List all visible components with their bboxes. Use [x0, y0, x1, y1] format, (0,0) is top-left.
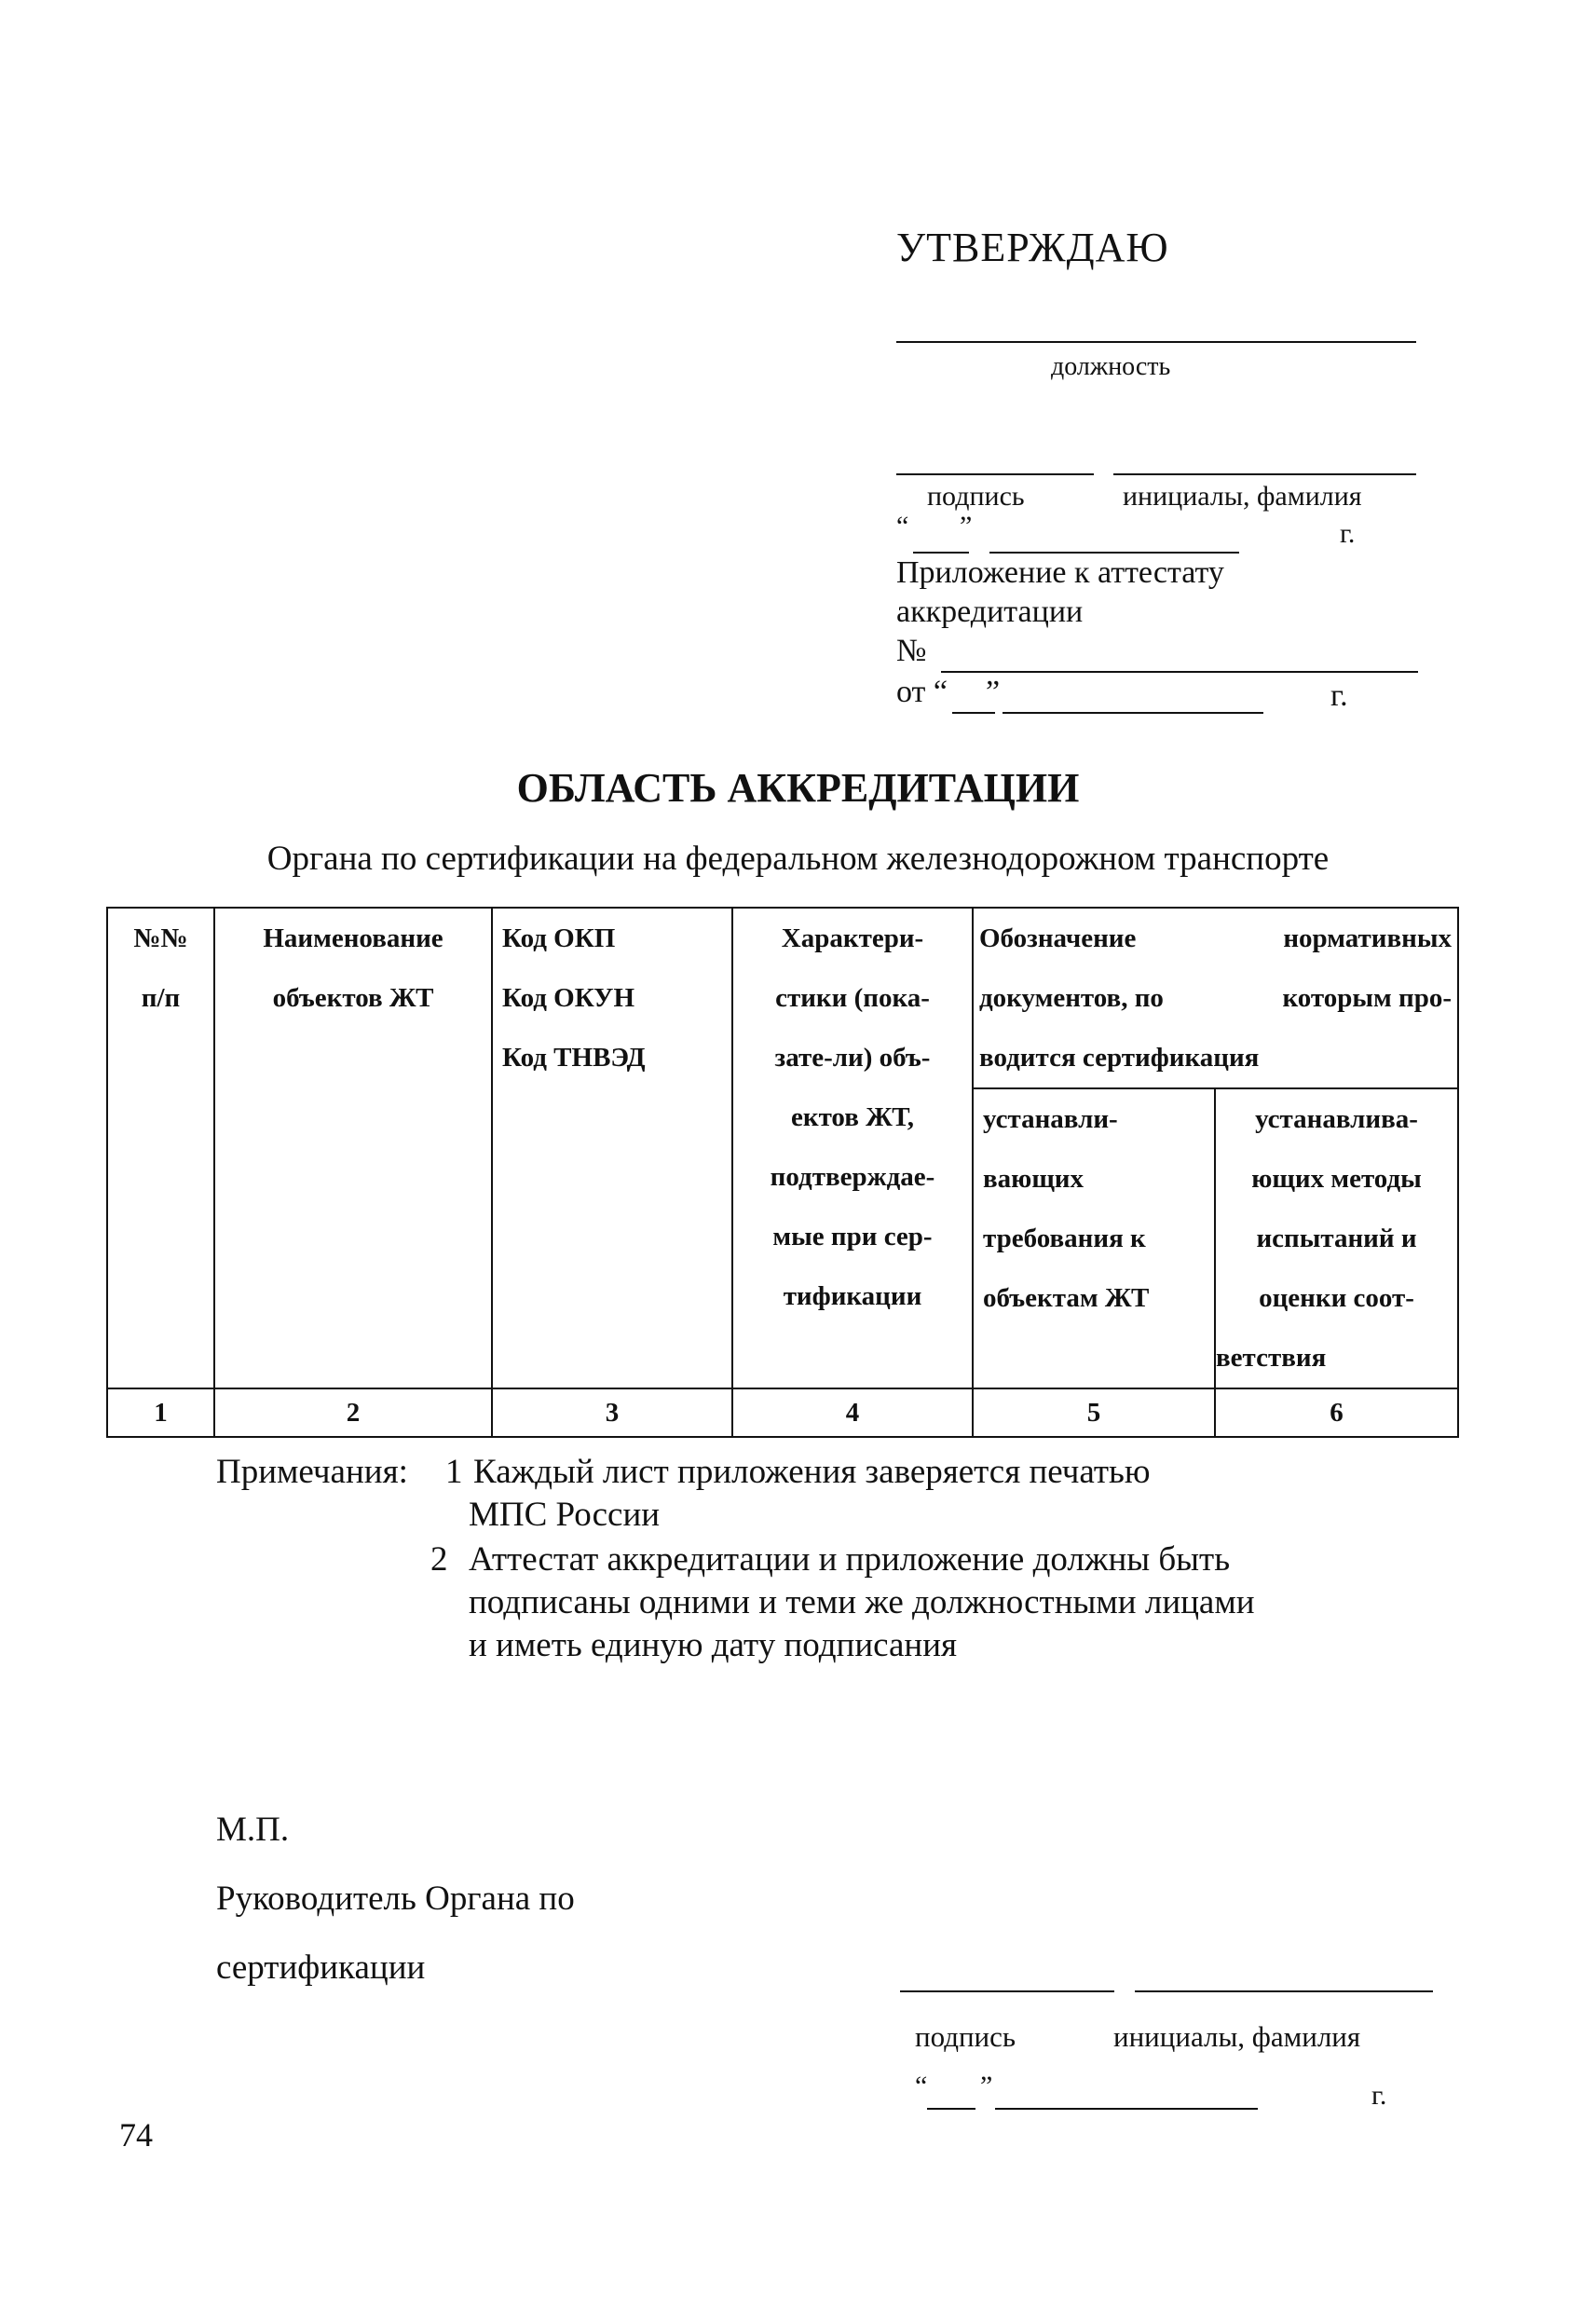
- header-characteristics-column: [732, 908, 973, 1388]
- note-1-number: 1: [445, 1453, 463, 1491]
- date-open-quote: “: [896, 511, 909, 541]
- header-text: п/п: [141, 983, 181, 1013]
- notes-label: Примечания:: [216, 1453, 408, 1491]
- header-text: ющих методы: [1251, 1164, 1422, 1194]
- annex-line-1: Приложение к аттестату: [896, 555, 1224, 590]
- signature-line: [896, 473, 1094, 475]
- footer-signature-line: [900, 1990, 1114, 1992]
- header-text: объектов ЖТ: [272, 983, 434, 1013]
- header-text: нормативных: [1283, 923, 1453, 953]
- header-normative-documents-group: [973, 908, 1458, 1088]
- name-caption: инициалы, фамилия: [1123, 481, 1362, 512]
- footer-name-caption: инициалы, фамилия: [1113, 2020, 1361, 2053]
- day-line: [913, 552, 969, 554]
- header-text: документов, по: [979, 983, 1164, 1013]
- column-number: 5: [973, 1388, 1215, 1437]
- date-close-quote: ”: [960, 511, 973, 541]
- footer-signature-caption: подпись: [915, 2020, 1016, 2053]
- header-text: ектов ЖТ,: [790, 1102, 914, 1132]
- month-line: [989, 552, 1239, 554]
- column-numbers-row: [107, 1388, 1458, 1437]
- header-text: требования к: [983, 1224, 1146, 1253]
- header-text: №№: [133, 923, 188, 953]
- header-text: устанавли-: [983, 1104, 1118, 1134]
- header-text: Код ТНВЭД: [502, 1043, 646, 1073]
- footer-date-open-quote: “: [915, 2071, 928, 2101]
- note-2-number: 2: [430, 1540, 448, 1579]
- header-text: которым про-: [1282, 983, 1453, 1013]
- signature-caption: подпись: [927, 481, 1025, 512]
- from-label: от “: [896, 675, 948, 709]
- page-number: 74: [119, 2116, 153, 2154]
- header-text: тификации: [783, 1281, 922, 1311]
- header-text: стики (пока-: [775, 983, 930, 1013]
- header-text: вающих: [983, 1164, 1084, 1194]
- note-2-line-2: подписаны одними и теми же должностными лицами: [469, 1583, 1255, 1621]
- header-codes-column: [492, 908, 732, 1388]
- column-number: 2: [214, 1388, 492, 1437]
- column-number: 3: [492, 1388, 732, 1437]
- from-close-quote: ”: [986, 675, 1001, 709]
- footer-month-line: [995, 2108, 1258, 2110]
- header-text: Обозначение: [979, 923, 1137, 953]
- footer-day-line: [927, 2108, 975, 2110]
- header-number-column: [107, 908, 214, 1388]
- position-line: [896, 341, 1416, 343]
- header-text: подтверждае-: [770, 1162, 935, 1192]
- name-line: [1113, 473, 1416, 475]
- from-day-line: [952, 712, 995, 714]
- footer-date-close-quote: ”: [980, 2071, 993, 2101]
- header-text: водится сертификация: [979, 1043, 1260, 1073]
- header-text: устанавлива-: [1255, 1104, 1418, 1134]
- column-number: 4: [732, 1388, 973, 1437]
- from-year-suffix: г.: [1330, 678, 1348, 713]
- footer-year-suffix: г.: [1371, 2080, 1387, 2111]
- approval-title: УТВЕРЖДАЮ: [896, 225, 1169, 270]
- note-2-line-3: и иметь единую дату подписания: [469, 1626, 958, 1664]
- document-subtitle: Органа по сертификации на федеральном железнодорожном транспорте: [266, 840, 1330, 878]
- accreditation-scope-table: [106, 907, 1459, 1438]
- note-1-line-1: Каждый лист приложения заверяется печатью: [473, 1453, 1151, 1491]
- header-text: ветствия: [1216, 1343, 1327, 1373]
- column-number: 6: [1215, 1388, 1458, 1437]
- group-header-row-2: [974, 968, 1457, 1028]
- footer-name-line: [1135, 1990, 1433, 1992]
- header-text: Код ОКП: [502, 923, 616, 953]
- stamp-place: М.П.: [216, 1811, 290, 1849]
- header-text: Характери-: [781, 923, 924, 953]
- number-sign: №: [896, 634, 927, 668]
- header-text: мые при сер-: [772, 1222, 933, 1251]
- year-suffix: г.: [1340, 518, 1356, 549]
- head-title-line-2: сертификации: [216, 1949, 426, 1987]
- header-text: зате-ли) объ-: [774, 1043, 931, 1073]
- header-text: Наименование: [263, 923, 443, 953]
- column-number: 1: [107, 1388, 214, 1437]
- document-title: ОБЛАСТЬ АККРЕДИТАЦИИ: [516, 765, 1080, 811]
- header-requirements-docs-column: [973, 1088, 1215, 1388]
- header-text: Код ОКУН: [502, 983, 635, 1013]
- position-caption: должность: [1051, 352, 1171, 381]
- header-text: испытаний и: [1256, 1224, 1417, 1253]
- header-test-methods-docs-column: [1215, 1088, 1458, 1388]
- header-text: оценки соот-: [1259, 1283, 1414, 1313]
- annex-number-line: [941, 671, 1418, 673]
- head-title-line-1: Руководитель Органа по: [216, 1880, 575, 1918]
- from-month-line: [1003, 712, 1263, 714]
- note-2-line-1: Аттестат аккредитации и приложение должны быть: [469, 1540, 1231, 1579]
- header-object-name-column: [214, 908, 492, 1388]
- annex-line-2: аккредитации: [896, 595, 1084, 629]
- note-1-line-2: МПС России: [469, 1496, 661, 1534]
- group-header-row-1: [974, 909, 1457, 968]
- header-text: объектам ЖТ: [983, 1283, 1150, 1313]
